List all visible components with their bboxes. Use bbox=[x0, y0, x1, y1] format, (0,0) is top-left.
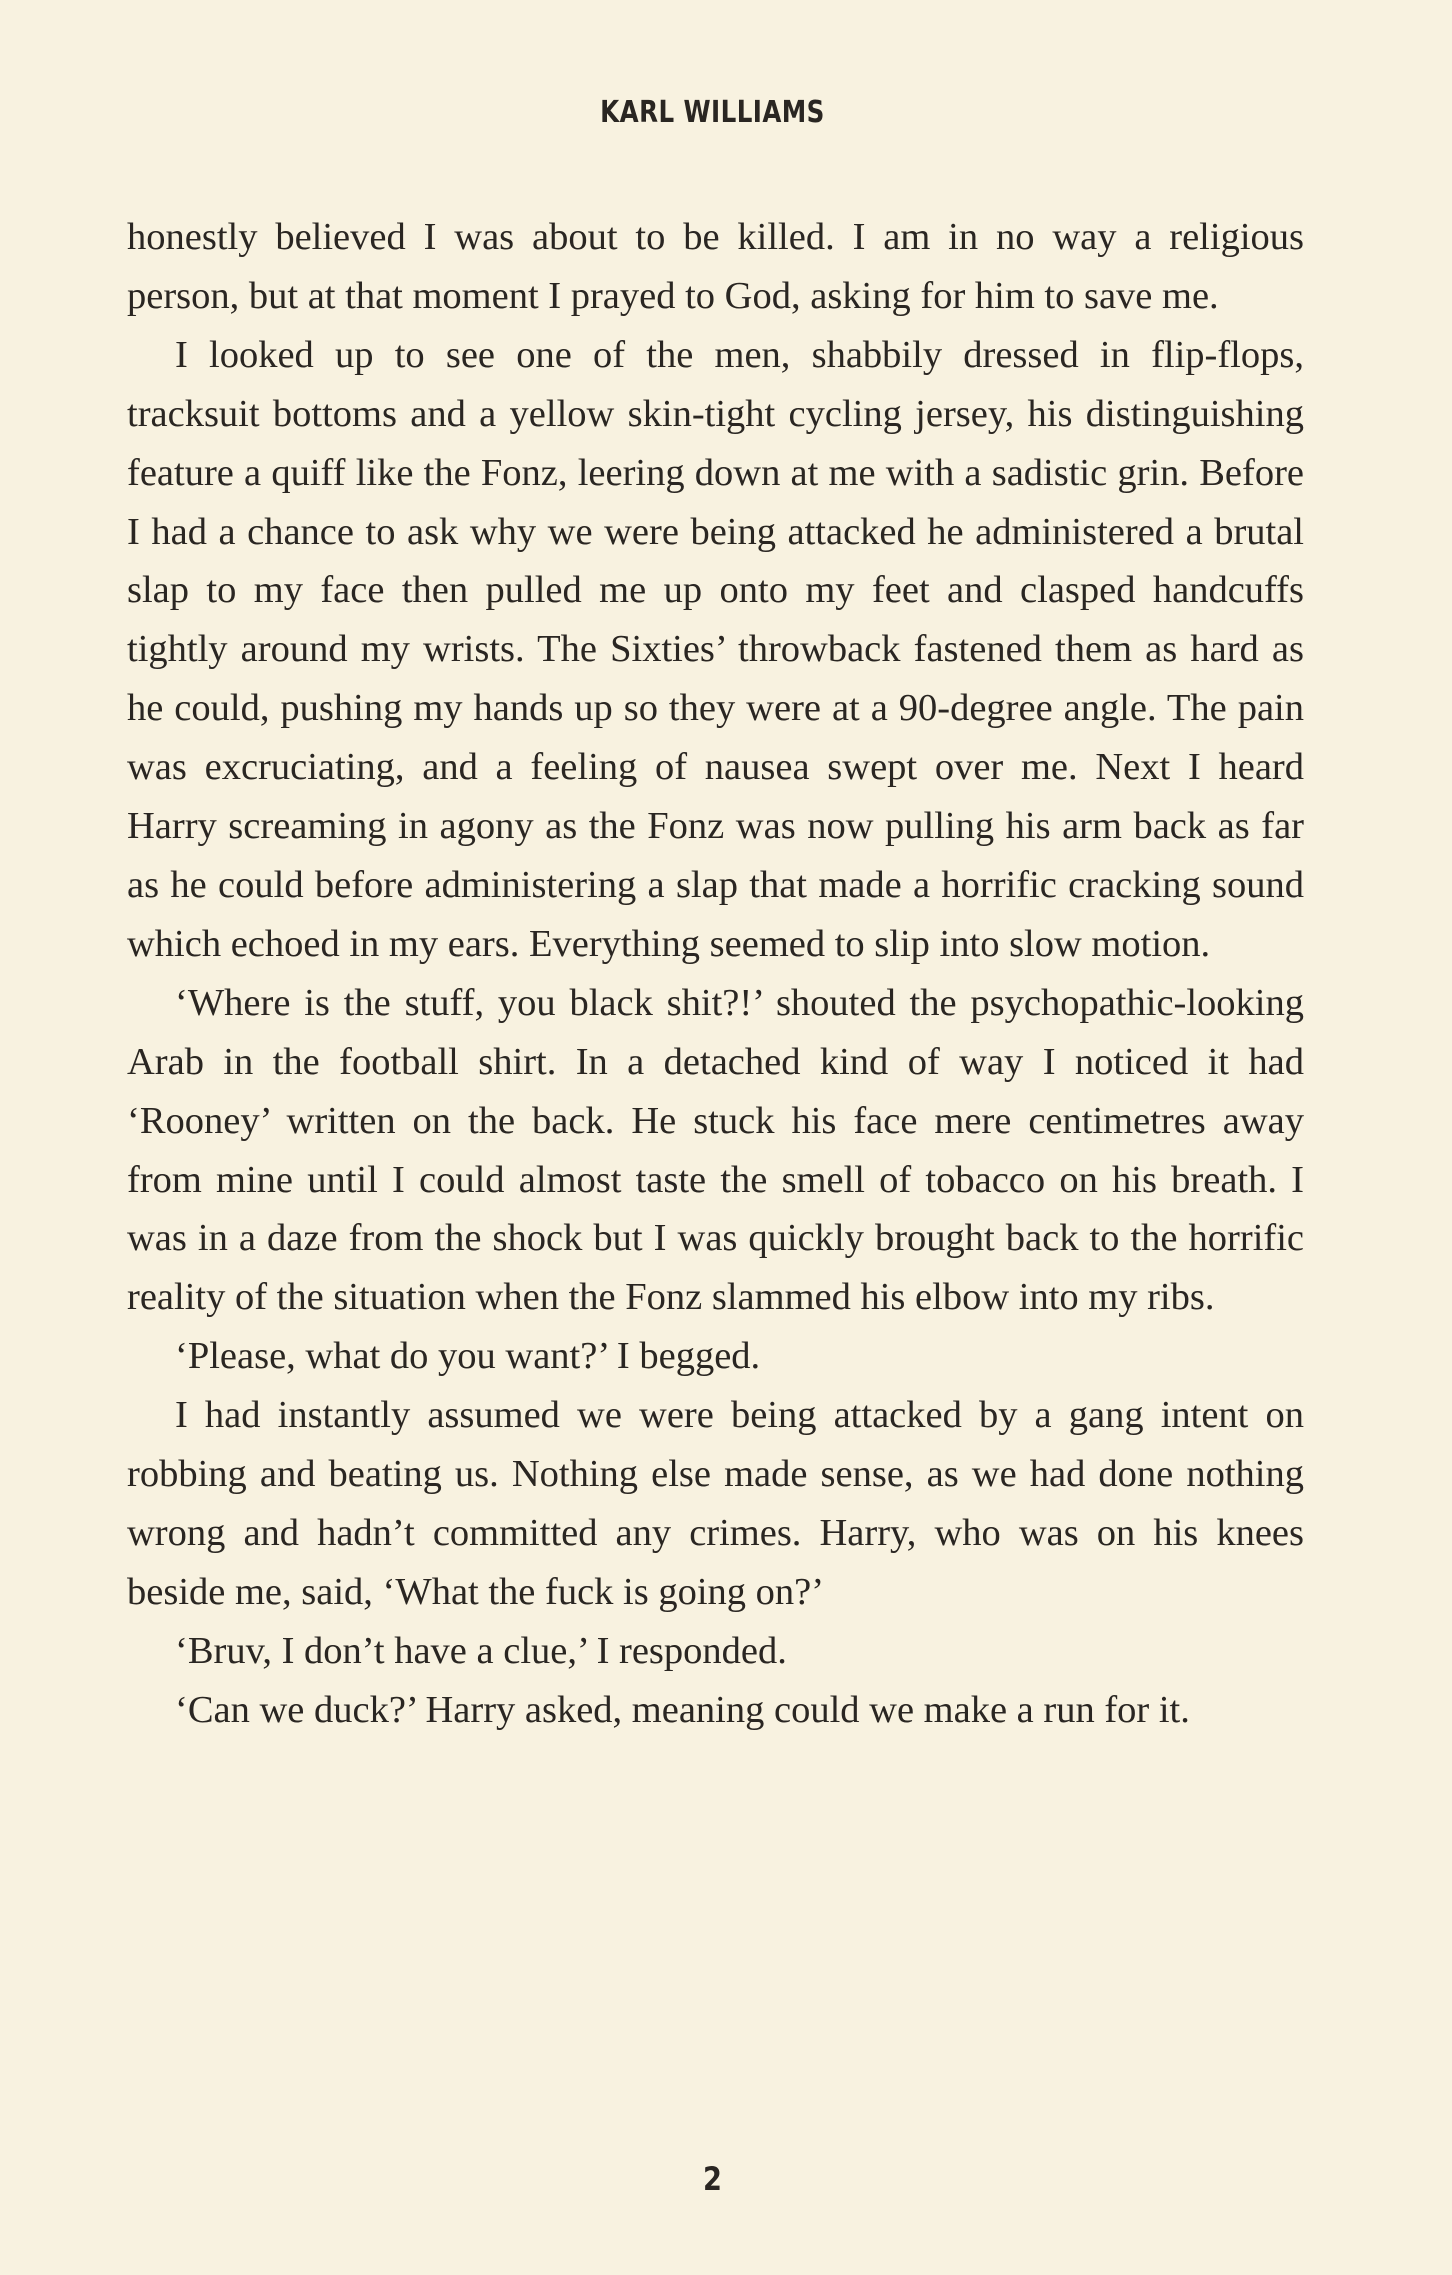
paragraph-1: honestly believed I was about to be killed. I am in no way a religious person, but at that moment I prayed to God, asking for him to save me. bbox=[127, 216, 1304, 317]
paragraph-7: ‘Can we duck?’ Harry asked, meaning could we make a run for it. bbox=[175, 1688, 1190, 1731]
body-text bbox=[127, 208, 1304, 1740]
paragraph-4: ‘Please, what do you want?’ I begged. bbox=[175, 1335, 761, 1378]
paragraph-5: I had instantly assumed we were being attacked by a gang intent on robbing and beating us. Nothing else made sense, as we had done nothing wrong and hadn’t committed any crimes. Harry, who was on his knees beside me, said, ‘What the fuck is going on?’ bbox=[127, 1394, 1304, 1613]
paragraph-3: ‘Where is the stuff, you black shit?!’ shouted the psychopathic-looking Arab in the football shirt. In a detached kind of way I noticed it had ‘Rooney’ written on the back. He stuck his face mere centimetres away from mine until I could almost taste the smell of tobacco on his breath. I was in a daze from the shock but I was quickly brought back to the horrific reality of the situation when the Fonz slammed his elbow into my ribs. bbox=[127, 981, 1304, 1319]
paragraph-2: I looked up to see one of the men, shabbily dressed in flip-flops, tracksuit bottoms and a yellow skin-tight cycling jersey, his distinguishing feature a quiff like the Fonz, leering down at me with a sadistic grin. Before I had a chance to ask why we were being attacked he administered a brutal slap to my face then pulled me up onto my feet and clasped handcuffs tightly around my wrists. The Sixties’ throwback fastened them as hard as he could, pushing my hands up so they were at a 90-degree angle. The pain was excruciating, and a feeling of nausea swept over me. Next I heard Harry screaming in agony as the Fonz was now pulling his arm back as far as he could before administering a slap that made a horrific cracking sound which echoed in my ears. Everything seemed to slip into slow motion. bbox=[127, 333, 1304, 965]
page-number: 2 bbox=[703, 2160, 722, 2198]
paragraph-6: ‘Bruv, I don’t have a clue,’ I responded. bbox=[175, 1629, 787, 1672]
running-head: KARL WILLIAMS bbox=[600, 95, 825, 130]
